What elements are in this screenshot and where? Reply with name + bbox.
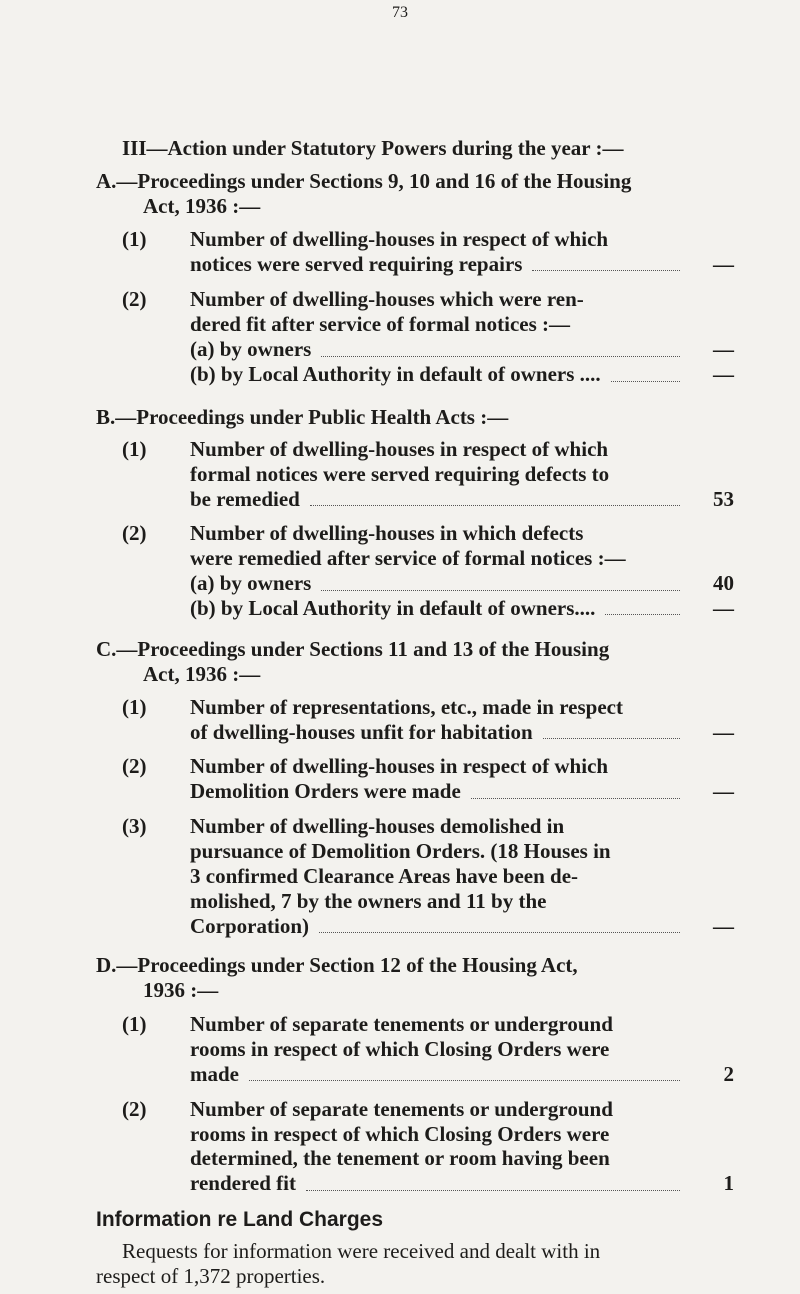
- item-text-line: (b) by Local Authority in default of owners ....: [190, 362, 601, 386]
- item-value: —: [713, 720, 734, 744]
- item-value: —: [713, 362, 734, 386]
- item-text-line: (b) by Local Authority in default of owners....: [190, 596, 596, 620]
- item-value: —: [713, 337, 734, 361]
- item-value: —: [713, 779, 734, 803]
- dot-leader: [321, 588, 680, 591]
- item-text-line: rooms in respect of which Closing Orders were: [190, 1037, 610, 1061]
- item-text-line: Number of dwelling-houses in which defects: [190, 521, 584, 545]
- item-text-line: rendered fit: [190, 1171, 296, 1195]
- item-text-line: Number of dwelling-houses in respect of which: [190, 754, 609, 778]
- section-heading: D.—Proceedings under Section 12 of the Housing Act,: [96, 953, 578, 977]
- item-text-line: Number of separate tenements or underground: [190, 1012, 613, 1036]
- item-number: (2): [122, 287, 147, 311]
- section-heading-cont: Act, 1936 :—: [143, 194, 261, 218]
- item-text-line: Number of dwelling-houses demolished in: [190, 814, 565, 838]
- item-text-line: be remedied: [190, 487, 300, 511]
- section-heading: C.—Proceedings under Sections 11 and 13 of the Housing: [96, 637, 610, 661]
- section-heading-cont: 1936 :—: [143, 978, 219, 1002]
- item-text-line: Number of dwelling-houses in respect of which: [190, 437, 609, 461]
- item-text-line: of dwelling-houses unfit for habitation: [190, 720, 533, 744]
- dot-leader: [543, 736, 680, 739]
- item-value: 2: [723, 1062, 734, 1086]
- item-text-line: Corporation): [190, 914, 309, 938]
- item-text-line: were remedied after service of formal notices :—: [190, 546, 626, 570]
- dot-leader: [605, 612, 680, 615]
- dot-leader: [532, 268, 680, 271]
- item-text-line: rooms in respect of which Closing Orders were: [190, 1122, 610, 1146]
- dot-leader: [471, 796, 680, 799]
- item-number: (2): [122, 754, 147, 778]
- item-text-line: determined, the tenement or room having been: [190, 1146, 610, 1170]
- section-heading-cont: Act, 1936 :—: [143, 662, 261, 686]
- item-text-line: molished, 7 by the owners and 11 by the: [190, 889, 547, 913]
- item-value: 40: [713, 571, 734, 595]
- item-text-line: formal notices were served requiring defects to: [190, 462, 610, 486]
- item-text-line: (a) by owners: [190, 571, 312, 595]
- item-text-line: (a) by owners: [190, 337, 312, 361]
- page-number: 73: [392, 4, 408, 21]
- item-text-line: Number of separate tenements or underground: [190, 1097, 613, 1121]
- item-text-line: Demolition Orders were made: [190, 779, 461, 803]
- dot-leader: [306, 1188, 680, 1191]
- item-value: —: [713, 252, 734, 276]
- item-number: (2): [122, 521, 147, 545]
- dot-leader: [310, 503, 680, 506]
- item-text-line: Number of dwelling-houses in respect of which: [190, 227, 609, 251]
- item-number: (2): [122, 1097, 147, 1121]
- item-number: (1): [122, 1012, 147, 1036]
- item-text-line: pursuance of Demolition Orders. (18 Houses in: [190, 839, 611, 863]
- section-heading: B.—Proceedings under Public Health Acts :—: [96, 405, 509, 429]
- item-text-line: dered fit after service of formal notices :—: [190, 312, 570, 336]
- info-heading: Information re Land Charges: [96, 1208, 384, 1231]
- item-number: (1): [122, 227, 147, 251]
- item-number: (1): [122, 695, 147, 719]
- info-text: respect of 1,372 properties.: [96, 1264, 326, 1288]
- item-value: 1: [723, 1171, 734, 1195]
- item-text-line: notices were served requiring repairs: [190, 252, 523, 276]
- item-text-line: 3 confirmed Clearance Areas have been de-: [190, 864, 579, 888]
- item-number: (3): [122, 814, 147, 838]
- info-text: Requests for information were received and dealt with in: [122, 1239, 601, 1263]
- item-text-line: Number of representations, etc., made in respect: [190, 695, 623, 719]
- item-value: —: [713, 914, 734, 938]
- item-text-line: Number of dwelling-houses which were ren-: [190, 287, 584, 311]
- section-title: III—Action under Statutory Powers during the year :—: [122, 136, 624, 160]
- item-value: —: [713, 596, 734, 620]
- item-number: (1): [122, 437, 147, 461]
- dot-leader: [611, 379, 680, 382]
- item-value: 53: [713, 487, 734, 511]
- dot-leader: [249, 1078, 680, 1081]
- item-text-line: made: [190, 1062, 239, 1086]
- section-heading: A.—Proceedings under Sections 9, 10 and 16 of the Housing: [96, 169, 632, 193]
- dot-leader: [321, 354, 680, 357]
- dot-leader: [319, 930, 680, 933]
